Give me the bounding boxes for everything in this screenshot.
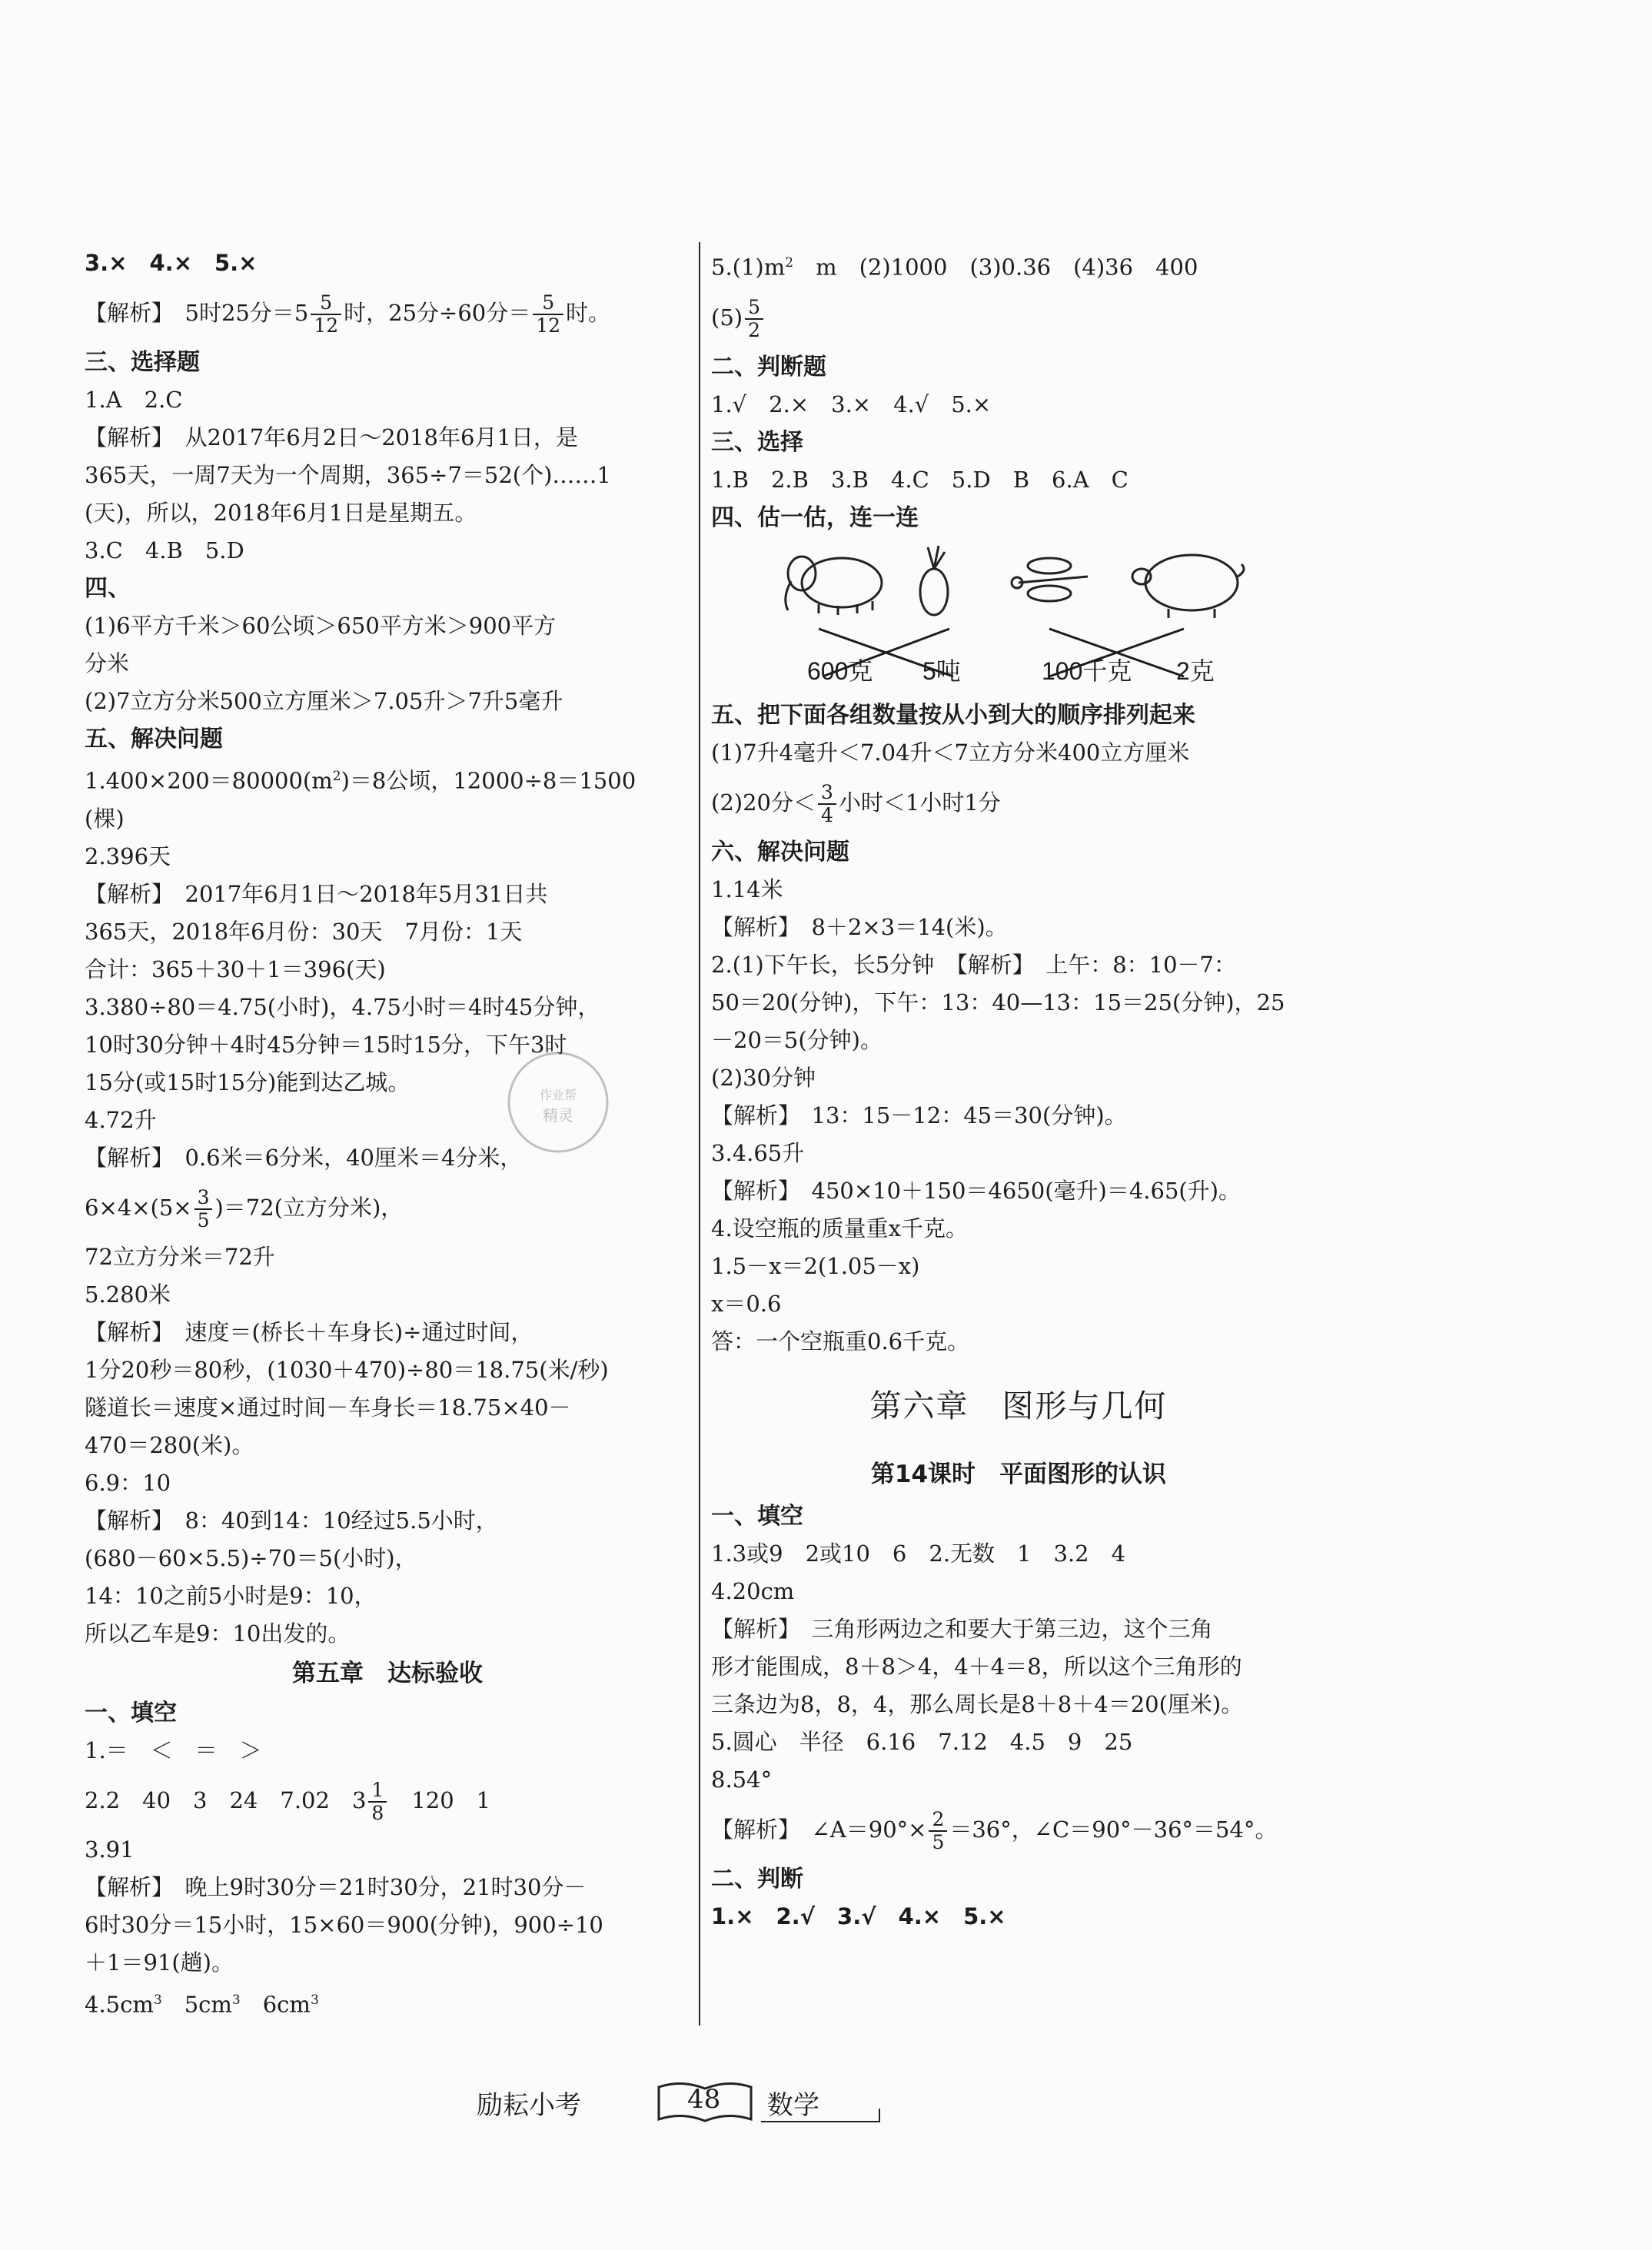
answer-line: 1.B 2.B 3.B 4.C 5.D B 6.A C bbox=[711, 466, 1128, 493]
text-line: －20＝5(分钟)。 bbox=[711, 1026, 883, 1053]
answer-line: 4.20cm bbox=[711, 1577, 795, 1604]
fraction: $\frac{5}{12}$ bbox=[311, 292, 341, 337]
answer-line: 2.2 40 3 24 7.02 3 $\frac{1}{8}$ 120 1 bbox=[85, 1778, 491, 1824]
text-line: 隧道长＝速度×通过时间－车身长＝18.75×40－ bbox=[85, 1394, 571, 1421]
answer-line: 3.× 4.× 5.× bbox=[85, 250, 258, 276]
analysis-line: 【解析】 ∠A＝90°× $\frac{2}{5}$ ＝36°，∠C＝90°－36°＝54°。 bbox=[711, 1807, 1278, 1853]
analysis-line: 【解析】 2017年6月1日～2018年5月31日共 bbox=[85, 880, 548, 907]
answer-line: 1.A 2.C bbox=[85, 387, 183, 413]
text-line: ＋1＝91(趟)。 bbox=[85, 1949, 234, 1976]
analysis-line: 【解析】 0.6米＝6分米，40厘米＝4分米， bbox=[85, 1144, 523, 1171]
section-heading: 一、填空 bbox=[85, 1699, 177, 1727]
text-line: 365天，2018年6月份：30天 7月份：1天 bbox=[85, 918, 523, 945]
text-line: (棵) bbox=[85, 805, 125, 832]
analysis-line: 【解析】 三角形两边之和要大于第三边，这个三角 bbox=[711, 1615, 1213, 1642]
answer-line: $4.5cm^3$ $5cm^3$ $6cm^3$ bbox=[85, 1991, 319, 2018]
analysis-line: 【解析】 450×10＋150＝4650(毫升)＝4.65(升)。 bbox=[711, 1177, 1241, 1204]
text-line: 72立方分米＝72升 bbox=[85, 1243, 275, 1270]
answer-line: $5.(1)m^2$ m (2)1000 (3)0.36 (4)36 400 bbox=[711, 254, 1198, 281]
text-line: 50＝20(分钟)，下午：13：40—13：15＝25(分钟)，25 bbox=[711, 989, 1285, 1015]
text-line: 6时30分＝15小时，15×60＝900(分钟)，900÷10 bbox=[85, 1911, 603, 1938]
answer-line: 5.280米 bbox=[85, 1281, 171, 1308]
text-line: 答：一个空瓶重0.6千克。 bbox=[711, 1328, 970, 1354]
svg-text:作业帮: 作业帮 bbox=[539, 1088, 577, 1102]
answer-line: 1.＝ ＜ ＝ ＞ bbox=[85, 1737, 262, 1763]
section-heading: 五、把下面各组数量按从小到大的顺序排列起来 bbox=[711, 701, 1195, 729]
figure-label: 5吨 bbox=[922, 656, 961, 685]
stamp-graphic bbox=[501, 1045, 615, 1159]
text-line: 6×4×(5× $\frac{3}{5}$ )＝72(立方分米)， bbox=[85, 1185, 404, 1231]
text-line: (2)7立方分米500立方厘米＞7.05升＞7升5毫升 bbox=[85, 688, 563, 714]
page-footer bbox=[477, 2079, 892, 2125]
answer-line: (1)7升4毫升＜7.04升＜7立方分米400立方厘米 bbox=[711, 739, 1190, 766]
answer-line: 3.91 bbox=[85, 1836, 135, 1863]
text-line: 1分20秒＝80秒，(1030＋470)÷80＝18.75(米/秒) bbox=[85, 1356, 609, 1383]
analysis-line: 【解析】 晚上9时30分＝21时30分，21时30分－ bbox=[85, 1873, 587, 1900]
dragonfly-icon bbox=[1012, 558, 1088, 601]
fraction: $\frac{2}{5}$ bbox=[929, 1809, 947, 1853]
column-divider bbox=[699, 242, 700, 2026]
analysis-line: 【解析】 5时25分＝5 $\frac{5}{12}$ 时，25分÷60分＝ $\frac{5}{12}$ 时。 bbox=[85, 291, 611, 337]
text-line: 365天，一周7天为一个周期，365÷7＝52(个)……1 bbox=[85, 462, 611, 488]
answer-line: 5.圆心 半径 6.16 7.12 4.5 9 25 bbox=[711, 1728, 1133, 1755]
text-line: 所以乙车是9：10出发的。 bbox=[85, 1620, 351, 1647]
figure-label: 100千克 bbox=[1042, 656, 1132, 685]
answer-line: 3.380÷80＝4.75(小时)，4.75小时＝4时45分钟， bbox=[85, 993, 600, 1020]
right-column bbox=[711, 244, 1326, 1936]
text-line: 15分(或15时15分)能到达乙城。 bbox=[85, 1069, 411, 1095]
answer-line: 3.C 4.B 5.D bbox=[85, 537, 244, 563]
answer-line: 8.54° bbox=[711, 1766, 773, 1793]
answer-line: 2.(1)下午长，长5分钟 【解析】 上午：8：10－7： bbox=[711, 951, 1237, 978]
fraction: $\frac{3}{4}$ bbox=[818, 782, 836, 826]
text-line: 三条边为8，8，4，那么周长是8＋8＋4＝20(厘米)。 bbox=[711, 1690, 1244, 1717]
answer-line: (2)20分＜ $\frac{3}{4}$ 小时＜1小时1分 bbox=[711, 780, 1001, 826]
section-heading: 六、解决问题 bbox=[711, 838, 849, 866]
fraction: $\frac{1}{8}$ bbox=[368, 1780, 387, 1824]
text-line: (1)6平方千米＞60公顷＞650平方米＞900平方 bbox=[85, 613, 557, 639]
answer-line: 4.设空瓶的质量重x千克。 bbox=[711, 1215, 969, 1241]
section-title: 第五章 达标验收 bbox=[292, 1659, 483, 1687]
text-line: 形才能围成，8＋8＞4，4＋4＝8，所以这个三角形的 bbox=[711, 1653, 1242, 1680]
text-line: (680－60×5.5)÷70＝5(小时)， bbox=[85, 1544, 417, 1571]
answer-line: (2)30分钟 bbox=[711, 1064, 816, 1091]
brand-name: 励耘小考 bbox=[477, 2090, 581, 2121]
section-heading: 四、 bbox=[85, 575, 131, 602]
text-line: 470＝280(米)。 bbox=[85, 1431, 254, 1458]
answer-line: $1.400\times 200=80000(m^2)=8$公顷，12000÷8＝1500 bbox=[85, 767, 637, 794]
analysis-line: 【解析】 13：15－12：45＝30(分钟)。 bbox=[711, 1102, 1127, 1128]
chapter-title: 第六章 图形与几何 bbox=[869, 1387, 1168, 1424]
analysis-line: 【解析】 8＋2×3＝14(米)。 bbox=[711, 913, 1008, 940]
answer-line: 3.4.65升 bbox=[711, 1139, 805, 1166]
radish-icon bbox=[920, 546, 948, 615]
section-heading: 三、选择 bbox=[711, 428, 803, 456]
answer-line: (5) $\frac{5}{2}$ bbox=[711, 287, 1326, 348]
analysis-line: 【解析】 从2017年6月2日～2018年6月1日，是 bbox=[85, 424, 578, 450]
fraction: $\frac{5}{12}$ bbox=[533, 292, 563, 337]
text-line: 合计：365＋30＋1＝396(天) bbox=[85, 956, 386, 982]
pig-icon bbox=[1132, 555, 1244, 618]
section-heading: 二、判断 bbox=[711, 1865, 803, 1893]
answer-line: 6.9：10 bbox=[85, 1469, 171, 1496]
figure-label: 2克 bbox=[1176, 656, 1215, 685]
fraction: $\frac{3}{5}$ bbox=[194, 1187, 213, 1231]
lesson-title: 第14课时 平面图形的认识 bbox=[870, 1460, 1167, 1488]
section-heading: 四、估一估，连一连 bbox=[711, 504, 919, 531]
text-line: 分米 bbox=[85, 650, 130, 676]
text-line: 1.5－x＝2(1.05－x) bbox=[711, 1252, 920, 1279]
answer-line: 1.14米 bbox=[711, 876, 783, 902]
estimate-matching-figure bbox=[711, 537, 1326, 696]
answer-line: 4.72升 bbox=[85, 1106, 157, 1133]
text-line: 14：10之前5小时是9：10， bbox=[85, 1582, 377, 1609]
page-number: 48 bbox=[687, 2084, 721, 2115]
text-line: (天)，所以，2018年6月1日是星期五。 bbox=[85, 500, 477, 526]
elephant-icon bbox=[786, 557, 882, 615]
section-heading: 一、填空 bbox=[711, 1502, 803, 1530]
answer-line: 2.396天 bbox=[85, 843, 171, 869]
analysis-line: 【解析】 速度＝(桥长＋车身长)÷通过时间， bbox=[85, 1318, 533, 1345]
fraction: $\frac{5}{2}$ bbox=[745, 297, 763, 341]
answer-line: 1.× 2.√ 3.√ 4.× 5.× bbox=[711, 1903, 1006, 1929]
footer-tick bbox=[879, 2109, 880, 2122]
watermark-stamp bbox=[501, 1045, 615, 1159]
matching-illustration bbox=[711, 537, 1326, 696]
text-line: x＝0.6 bbox=[711, 1290, 782, 1317]
analysis-line: 【解析】 8：40到14：10经过5.5小时， bbox=[85, 1507, 498, 1534]
answer-line: 1.√ 2.× 3.× 4.√ 5.× bbox=[711, 391, 992, 417]
subject-name: 数学 bbox=[767, 2090, 819, 2121]
section-heading: 五、解决问题 bbox=[85, 726, 223, 753]
figure-label: 600克 bbox=[807, 656, 873, 685]
text-line: 10时30分钟＋4时45分钟＝15时15分，下午3时 bbox=[85, 1031, 567, 1058]
section-heading: 二、判断题 bbox=[711, 353, 826, 381]
footer-rule bbox=[761, 2121, 880, 2122]
section-heading: 三、选择题 bbox=[85, 349, 200, 376]
answer-line: 1.3或9 2或10 6 2.无数 1 3.2 4 bbox=[711, 1540, 1126, 1567]
svg-text:精灵: 精灵 bbox=[543, 1106, 573, 1125]
